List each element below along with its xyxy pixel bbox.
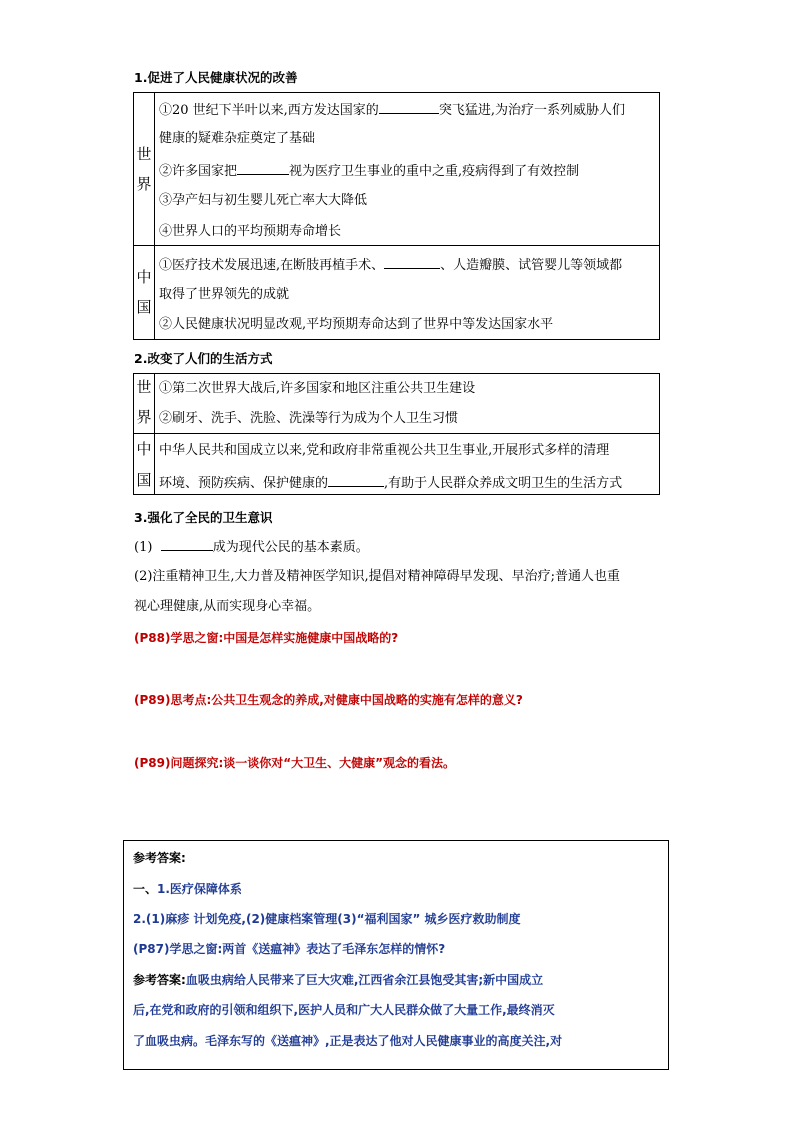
world-row-4: ③孕产妇与初生婴儿死亡率大大降低 xyxy=(159,193,368,208)
china-label-2: 国 xyxy=(136,471,152,489)
world-label-1: 世 xyxy=(136,145,152,163)
fill-blank xyxy=(328,474,384,487)
question-p89-explore: (P89)问题探究:谈一谈你对“大卫生、大健康”观念的看法。 xyxy=(134,756,456,770)
section2-heading: 2.改变了人们的生活方式 xyxy=(134,351,273,366)
world-label-2: 界 xyxy=(136,175,152,193)
answer-line-1: 一、1.医疗保障体系 xyxy=(133,882,242,896)
china-row-1: ①医疗技术发展迅速,在断肢再植手术、 、人造瓣膜、试管婴儿等领域都 xyxy=(159,258,623,273)
china-label-2: 国 xyxy=(136,298,152,316)
world-label-1: 世 xyxy=(136,378,152,396)
section3-item-2-line2: 视心理健康,从而实现身心幸福。 xyxy=(134,599,321,614)
world-row-2: 健康的疑难杂症奠定了基础 xyxy=(159,131,316,146)
section3-item-1: (1) 成为现代公民的基本素质。 xyxy=(134,540,369,555)
china-row-1: 中华人民共和国成立以来,党和政府非常重视公共卫生事业,开展形式多样的清理 xyxy=(159,443,610,458)
answer-line-4: 参考答案:血吸虫病给人民带来了巨大灾难,江西省余江县饱受其害;新中国成立 xyxy=(133,973,544,987)
section3-heading: 3.强化了全民的卫生意识 xyxy=(134,510,273,525)
answer-title: 参考答案: xyxy=(133,851,186,865)
fill-blank xyxy=(379,101,439,114)
fill-blank xyxy=(237,162,289,175)
world-row-3: ②许多国家把 视为医疗卫生事业的重中之重,疫病得到了有效控制 xyxy=(159,164,580,179)
answer-line-5: 后,在党和政府的引领和组织下,医护人员和广大人民群众做了大量工作,最终消灭 xyxy=(133,1003,555,1017)
world-row-1: ①20 世纪下半叶以来,西方发达国家的 突飞猛进,为治疗一系列威胁人们 xyxy=(159,103,625,118)
answer-line-6: 了血吸虫病。毛泽东写的《送瘟神》,正是表达了他对人民健康事业的高度关注,对 xyxy=(133,1034,563,1048)
china-row-2: 取得了世界领先的成就 xyxy=(159,287,290,302)
question-p88: (P88)学思之窗:中国是怎样实施健康中国战略的? xyxy=(134,631,399,645)
fill-blank xyxy=(384,256,440,269)
answer-line-3: (P87)学思之窗:两首《送瘟神》表达了毛泽东怎样的情怀? xyxy=(133,942,446,956)
fill-blank xyxy=(161,538,213,551)
world-row-2: ②刷牙、洗手、洗脸、洗澡等行为成为个人卫生习惯 xyxy=(159,411,459,426)
china-label-1: 中 xyxy=(136,440,152,458)
answer-line-2: 2.(1)麻疹 计划免疫,(2)健康档案管理(3)“福利国家” 城乡医疗救助制度 xyxy=(133,912,521,926)
china-label-1: 中 xyxy=(136,268,152,286)
section1-heading: 1.促进了人民健康状况的改善 xyxy=(134,70,298,85)
question-p89-think: (P89)思考点:公共卫生观念的养成,对健康中国战略的实施有怎样的意义? xyxy=(134,693,523,707)
china-row-3: ②人民健康状况明显改观,平均预期寿命达到了世界中等发达国家水平 xyxy=(159,317,554,332)
world-label-2: 界 xyxy=(136,408,152,426)
china-row-2: 环境、预防疾病、保护健康的 ,有助于人民群众养成文明卫生的生活方式 xyxy=(159,476,623,491)
section3-item-2-line1: (2)注重精神卫生,大力普及精神医学知识,提倡对精神障碍早发现、早治疗;普通人也重 xyxy=(134,569,621,584)
world-row-5: ④世界人口的平均预期寿命增长 xyxy=(159,224,342,239)
world-row-1: ①第二次世界大战后,许多国家和地区注重公共卫生建设 xyxy=(159,381,476,396)
